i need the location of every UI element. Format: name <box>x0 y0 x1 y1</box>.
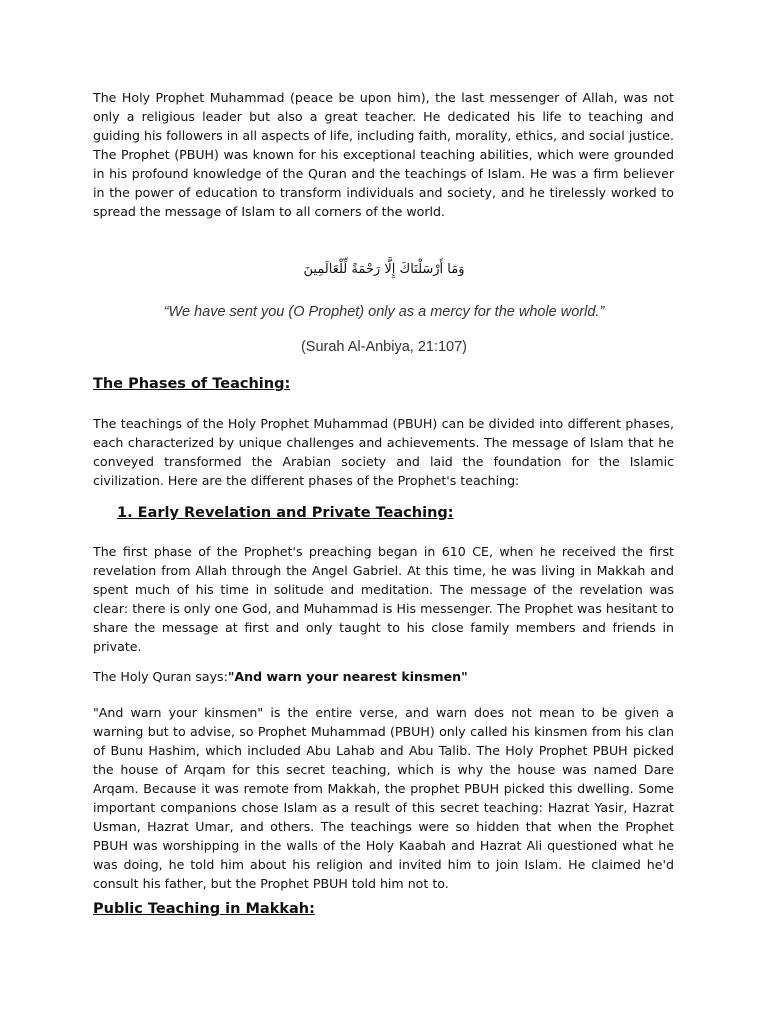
phases-heading: The Phases of Teaching: <box>93 376 291 392</box>
quran-line <box>93 667 674 686</box>
section1-heading <box>117 505 454 521</box>
quran-prefix: The Holy Quran says: <box>93 669 228 684</box>
arabic-verse: وَمَا أَرْسَلْنَاكَ إِلَّا رَحْمَةً لِّلْعَالَمِينَ <box>303 262 465 277</box>
kinsmen-paragraph: "And warn your kinsmen" is the entire verse, and warn does not mean to be given a warning but to advise, so Prophet Muhammad (PBUH) only called his kinsmen from his clan of Bunu Hashim, which included Abu Lahab and Abu Talib. The Holy Prophet PBUH picked the house of Arqam for this secret teaching, which is why the house was named Dare Arqam. Because it was remote from Makkah, the prophet PBUH picked this dwelling. Some important companions chose Islam as a result of this secret teaching: Hazrat Yasir, Hazrat Usman, Hazrat Umar, and others. The teachings were so hidden that when the Prophet PBUH was worshipping in the walls of the Holy Kaabah and Hazrat Ali questioned what he was doing, he told him about his religion and invited him to join Islam. He claimed he'd consult his father, but the Prophet PBUH told him not to. <box>93 705 674 891</box>
verse-translation: “We have sent you (O Prophet) only as a mercy for the whole world.” <box>163 304 605 320</box>
section1-paragraph: The first phase of the Prophet's preaching began in 610 CE, when he received the first revelation from Allah through the Angel Gabriel. At this time, he was living in Makkah and spent much of his time in solitude and meditation. The message of the revelation was clear: there is only one God, and Muhammad is His messenger. The Prophet was hesitant to share the message at first and only taught to his close family members and friends in private. <box>93 544 674 654</box>
verse-reference: (Surah Al-Anbiya, 21:107) <box>300 339 468 355</box>
section1-number: 1. <box>117 505 133 521</box>
quran-quote: "And warn your nearest kinsmen" <box>227 669 468 684</box>
intro-paragraph: The Holy Prophet Muhammad (peace be upon him), the last messenger of Allah, was not only a religious leader but also a great teacher. He dedicated his life to teaching and guiding his followers in all aspects of life, including faith, morality, ethics, and social justice. The Prophet (PBUH) was known for his exceptional teaching abilities, which were grounded in his profound knowledge of the Quran and the teachings of Islam. He was a firm believer in the power of education to transform individuals and society, and he tirelessly worked to spread the message of Islam to all corners of the world. <box>93 90 674 219</box>
phases-intro-paragraph: The teachings of the Holy Prophet Muhammad (PBUH) can be divided into different phases, each characterized by unique challenges and achievements. The message of Islam that he conveyed transformed the Arabian society and laid the foundation for the Islamic civilization. Here are the different phases of the Prophet's teaching: <box>93 416 674 488</box>
section1-title: Early Revelation and Private Teaching: <box>137 505 454 521</box>
section2-heading: Public Teaching in Makkah: <box>93 901 315 917</box>
